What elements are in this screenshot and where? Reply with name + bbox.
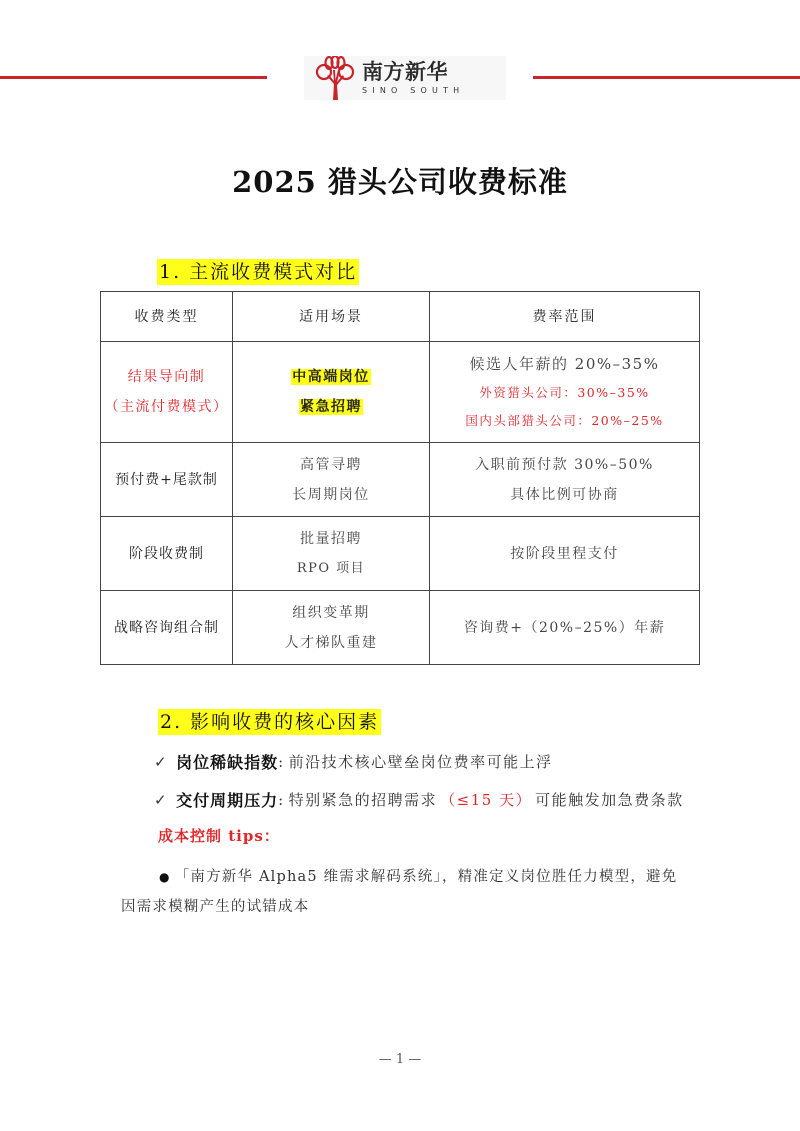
column-header-type: 收费类型 bbox=[101, 292, 233, 342]
scene-text: 高管寻聘 bbox=[300, 456, 362, 473]
header-rule-left bbox=[0, 76, 267, 79]
factor-item-delivery bbox=[154, 788, 684, 811]
rate-text: 入职前预付款 30%–50% bbox=[475, 456, 654, 473]
fee-type-note: （主流付费模式） bbox=[104, 399, 229, 415]
document-title: 2025 猎头公司收费标准 bbox=[232, 165, 568, 199]
scene-text: 组织变革期 bbox=[292, 604, 370, 621]
factor-text-after: 可能触发加急费条款 bbox=[535, 791, 684, 809]
fee-type-text: 结果导向制 bbox=[127, 369, 206, 385]
section-1-heading: 1. 主流收费模式对比 bbox=[159, 261, 358, 283]
scene-cell bbox=[233, 517, 430, 591]
rate-text: 候选人年薪的 20%–35% bbox=[469, 355, 660, 373]
rate-text: 咨询费+（20%–25%）年薪 bbox=[463, 619, 666, 636]
rate-foreign: 外资猎头公司：30%–35% bbox=[479, 385, 650, 400]
factor-text: 特别紧急的招聘需求 bbox=[288, 791, 438, 809]
rate-cell bbox=[430, 517, 700, 591]
check-icon: ✓ bbox=[154, 752, 169, 771]
tip-paragraph bbox=[121, 862, 691, 922]
scene-text: 批量招聘 bbox=[300, 530, 362, 547]
section-2-heading: 2. 影响收费的核心因素 bbox=[160, 711, 380, 733]
rate-cell bbox=[430, 342, 700, 443]
fee-model-table bbox=[100, 291, 700, 665]
table-header-row bbox=[101, 292, 700, 342]
tips-heading: 成本控制 tips： bbox=[158, 827, 280, 845]
column-header-rate: 费率范围 bbox=[430, 292, 700, 342]
check-icon: ✓ bbox=[154, 790, 169, 809]
tree-hands-logo-icon bbox=[314, 56, 356, 102]
header-rule-right bbox=[533, 76, 800, 79]
table-row bbox=[101, 517, 700, 591]
scene-highlight: 紧急招聘 bbox=[300, 399, 362, 415]
scene-cell bbox=[233, 443, 430, 517]
company-logo bbox=[304, 56, 506, 100]
rate-cell bbox=[430, 443, 700, 517]
column-header-scene: 适用场景 bbox=[233, 292, 430, 342]
rate-cell bbox=[430, 591, 700, 665]
page-number: — 1 — bbox=[378, 1052, 422, 1067]
factor-colon: : bbox=[278, 790, 285, 809]
scene-cell bbox=[233, 342, 430, 443]
tip-text: 「南方新华 Alpha5 维需求解码系统」，精准定义岗位胜任力模型，避免因需求模糊产生的试错成本 bbox=[121, 869, 678, 915]
factor-item-scarcity bbox=[154, 750, 553, 773]
scene-highlight: 中高端岗位 bbox=[292, 369, 370, 385]
table-row bbox=[101, 591, 700, 665]
rate-text: 按阶段里程支付 bbox=[510, 545, 619, 562]
fee-type-cell bbox=[101, 342, 233, 443]
fee-type-cell: 战略咨询组合制 bbox=[101, 591, 233, 665]
factor-deadline-highlight: （≤15 天） bbox=[440, 791, 533, 809]
bullet-icon: ● bbox=[159, 870, 171, 884]
fee-type-cell: 预付费+尾款制 bbox=[101, 443, 233, 517]
fee-type-cell: 阶段收费制 bbox=[101, 517, 233, 591]
logo-chinese-name: 南方新华 bbox=[362, 60, 448, 84]
rate-text: 具体比例可协商 bbox=[510, 486, 619, 503]
factor-key: 岗位稀缺指数 bbox=[176, 753, 279, 772]
scene-text: 人才梯队重建 bbox=[284, 634, 378, 651]
scene-text: 长周期岗位 bbox=[292, 486, 370, 503]
factor-key: 交付周期压力 bbox=[176, 791, 279, 810]
logo-english-name: SINO SOUTH bbox=[362, 86, 465, 95]
scene-cell bbox=[233, 591, 430, 665]
rate-domestic: 国内头部猎头公司：20%–25% bbox=[465, 413, 664, 428]
table-row bbox=[101, 342, 700, 443]
scene-text: RPO 项目 bbox=[296, 560, 366, 576]
table-row bbox=[101, 443, 700, 517]
factor-text: 前沿技术核心壁垒岗位费率可能上浮 bbox=[288, 753, 553, 771]
factor-colon: : bbox=[278, 752, 285, 771]
